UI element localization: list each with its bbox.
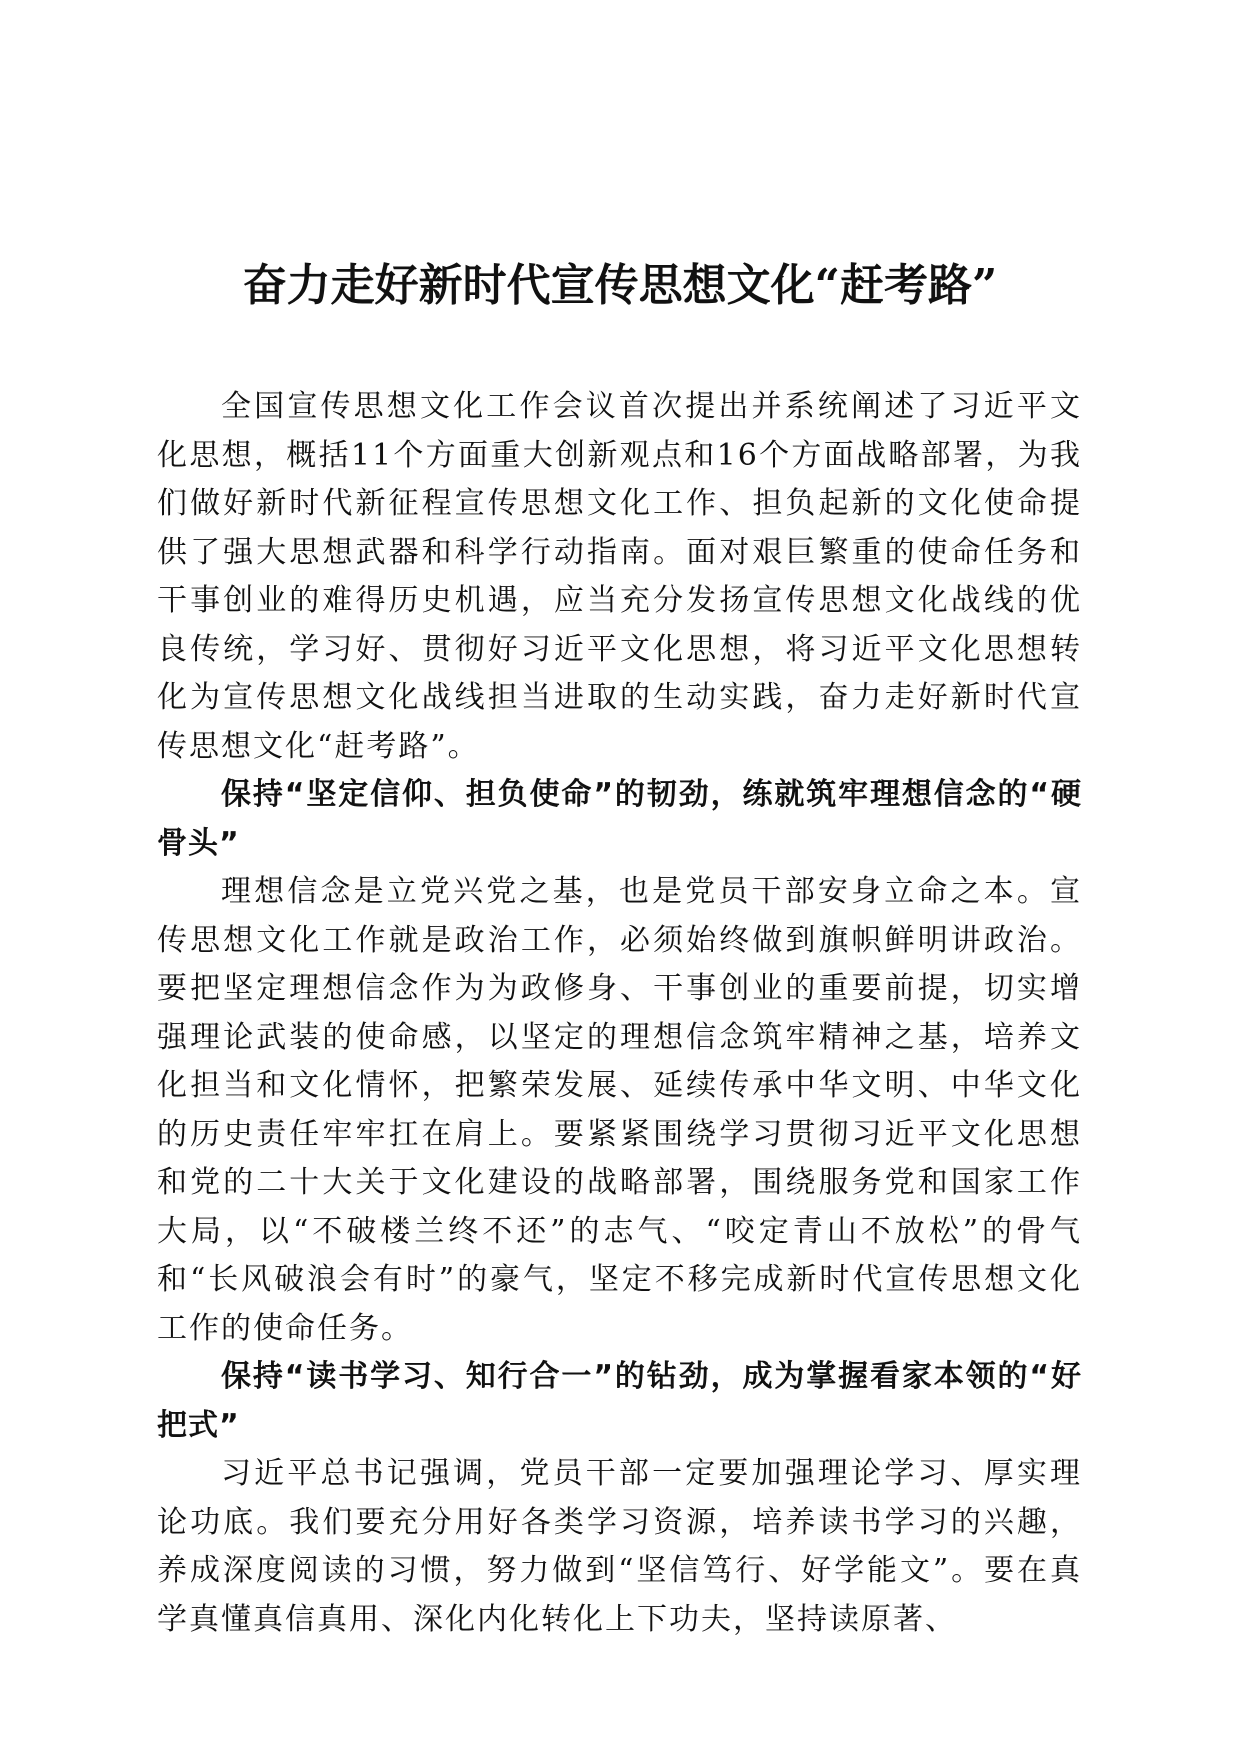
document-body: [157, 383, 1082, 1644]
section-1-heading: 保持“坚定信仰、担负使命”的韧劲，练就筑牢理想信念的“硬骨头”: [157, 777, 1082, 861]
section-2-paragraph: 习近平总书记强调，党员干部一定要加强理论学习、厚实理论功底。我们要充分用好各类学习资源，培养读书学习的兴趣，养成深度阅读的习惯，努力做到“坚信笃行、好学能文”。要在真学真懂真信真用、深化内化转化上下功夫，坚持读原著、: [157, 1456, 1082, 1637]
document-title: 奋力走好新时代宣传思想文化“赶考路”: [242, 260, 998, 311]
intro-paragraph: 全国宣传思想文化工作会议首次提出并系统阐述了习近平文化思想，概括11个方面重大创新观点和16个方面战略部署，为我们做好新时代新征程宣传思想文化工作、担负起新的文化使命提供了强大思想武器和科学行动指南。面对艰巨繁重的使命任务和干事创业的难得历史机遇，应当充分发扬宣传思想文化战线的优良传统，学习好、贯彻好习近平文化思想，将习近平文化思想转化为宣传思想文化战线担当进取的生动实践，奋力走好新时代宣传思想文化“赶考路”。: [157, 389, 1082, 764]
section-1-paragraph: 理想信念是立党兴党之基，也是党员干部安身立命之本。宣传思想文化工作就是政治工作，必须始终做到旗帜鲜明讲政治。要把坚定理想信念作为为政修身、干事创业的重要前提，切实增强理论武装的使命感，以坚定的理想信念筑牢精神之基，培养文化担当和文化情怀，把繁荣发展、延续传承中华文明、中华文化的历史责任牢牢扛在肩上。要紧紧围绕学习贯彻习近平文化思想和党的二十大关于文化建设的战略部署，围绕服务党和国家工作大局，以“不破楼兰终不还”的志气、“咬定青山不放松”的骨气和“长风破浪会有时”的豪气，坚定不移完成新时代宣传思想文化工作的使命任务。: [157, 874, 1082, 1346]
section-2-heading: 保持“读书学习、知行合一”的钻劲，成为掌握看家本领的“好把式”: [157, 1359, 1082, 1443]
